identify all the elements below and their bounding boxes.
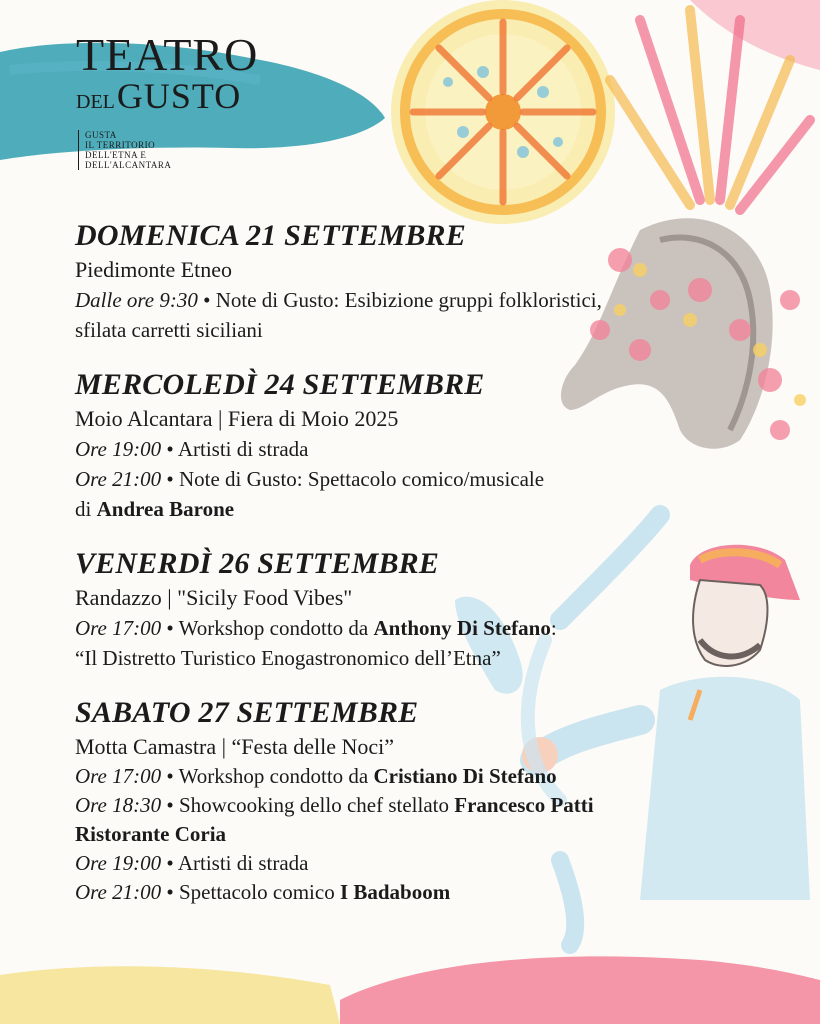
event-date: VENERDÌ 26 SETTEMBRE xyxy=(75,547,440,580)
performer-name: Anthony Di Stefano xyxy=(373,616,551,640)
event-item xyxy=(75,367,755,524)
event-time: Ore 17:00 xyxy=(75,764,162,788)
bullet-separator: • xyxy=(161,880,179,904)
event-line xyxy=(75,464,755,494)
event-location: Moio Alcantara | Fiera di Moio 2025 xyxy=(75,406,399,431)
wheel-illustration xyxy=(391,0,615,224)
event-line xyxy=(75,434,755,464)
event-description: “Il Distretto Turistico Enogastronomico dell’Etna” xyxy=(75,646,501,670)
event-description: di xyxy=(75,497,97,521)
event-location: Motta Camastra | “Festa delle Noci” xyxy=(75,734,395,759)
logo-del: DEL xyxy=(76,91,115,113)
event-time: Ore 19:00 xyxy=(75,437,162,461)
event-program xyxy=(75,218,755,929)
event-line xyxy=(75,820,755,849)
event-description: Note di Gusto: Spettacolo comico/musicale xyxy=(178,467,545,491)
event-location: Randazzo | "Sicily Food Vibes" xyxy=(75,585,353,610)
event-description: Artisti di strada xyxy=(177,437,309,461)
event-line xyxy=(75,791,755,820)
event-description: Showcooking dello chef stellato xyxy=(178,793,455,817)
logo-title-top: TEATRO xyxy=(76,29,259,80)
event-description: Note di Gusto: Esibizione gruppi folkloristici, xyxy=(215,288,602,312)
event-line xyxy=(75,643,755,673)
logo xyxy=(76,29,259,170)
logo-title-bottom xyxy=(76,76,258,122)
event-line xyxy=(75,285,755,315)
performer-name: Cristiano Di Stefano xyxy=(373,764,557,788)
punctuation: : xyxy=(550,616,557,640)
bullet-separator: • xyxy=(161,764,179,788)
logo-tagline xyxy=(78,130,258,170)
bullet-separator: • xyxy=(197,288,216,312)
bullet-separator: • xyxy=(161,616,179,640)
pink-brush-stroke-top xyxy=(690,0,820,70)
event-time: Ore 19:00 xyxy=(75,851,162,875)
bullet-separator: • xyxy=(161,793,179,817)
event-time: Ore 18:30 xyxy=(75,793,162,817)
event-location: Piedimonte Etneo xyxy=(75,257,233,282)
event-description: Spettacolo comico xyxy=(178,880,340,904)
event-item xyxy=(75,695,755,907)
event-item xyxy=(75,546,755,673)
tagline-line: DELL'ALCANTARA xyxy=(85,160,172,170)
event-time: Ore 21:00 xyxy=(75,467,162,491)
bullet-separator: • xyxy=(161,467,179,491)
event-time: Dalle ore 9:30 xyxy=(75,288,198,312)
event-description: Workshop condotto da xyxy=(178,616,374,640)
event-line xyxy=(75,494,755,524)
event-time: Ore 21:00 xyxy=(75,880,162,904)
event-date: MERCOLEDÌ 24 SETTEMBRE xyxy=(75,368,485,401)
event-time: Ore 17:00 xyxy=(75,616,162,640)
tagline-line: IL TERRITORIO xyxy=(85,140,156,150)
pink-brush-stroke-bottom xyxy=(340,956,820,1024)
performer-name: Andrea Barone xyxy=(96,497,235,521)
event-line xyxy=(75,878,755,907)
event-line xyxy=(75,849,755,878)
yellow-brush-stroke xyxy=(0,966,340,1024)
restaurant-name: Ristorante Coria xyxy=(75,822,227,846)
event-date: DOMENICA 21 SETTEMBRE xyxy=(75,219,466,252)
event-line xyxy=(75,762,755,791)
bullet-separator: • xyxy=(161,851,178,875)
event-description: Artisti di strada xyxy=(177,851,309,875)
event-item xyxy=(75,218,755,345)
tagline-line: DELL'ETNA E xyxy=(85,150,147,160)
performer-name: Francesco Patti xyxy=(454,793,594,817)
event-description: Workshop condotto da xyxy=(178,764,374,788)
event-date: SABATO 27 SETTEMBRE xyxy=(75,696,419,729)
event-line xyxy=(75,315,755,345)
performer-name: I Badaboom xyxy=(339,880,451,904)
event-line xyxy=(75,613,755,643)
bullet-separator: • xyxy=(161,437,178,461)
tagline-line: GUSTA xyxy=(85,130,117,140)
logo-gusto: GUSTO xyxy=(116,76,242,116)
event-description: sfilata carretti siciliani xyxy=(75,318,263,342)
